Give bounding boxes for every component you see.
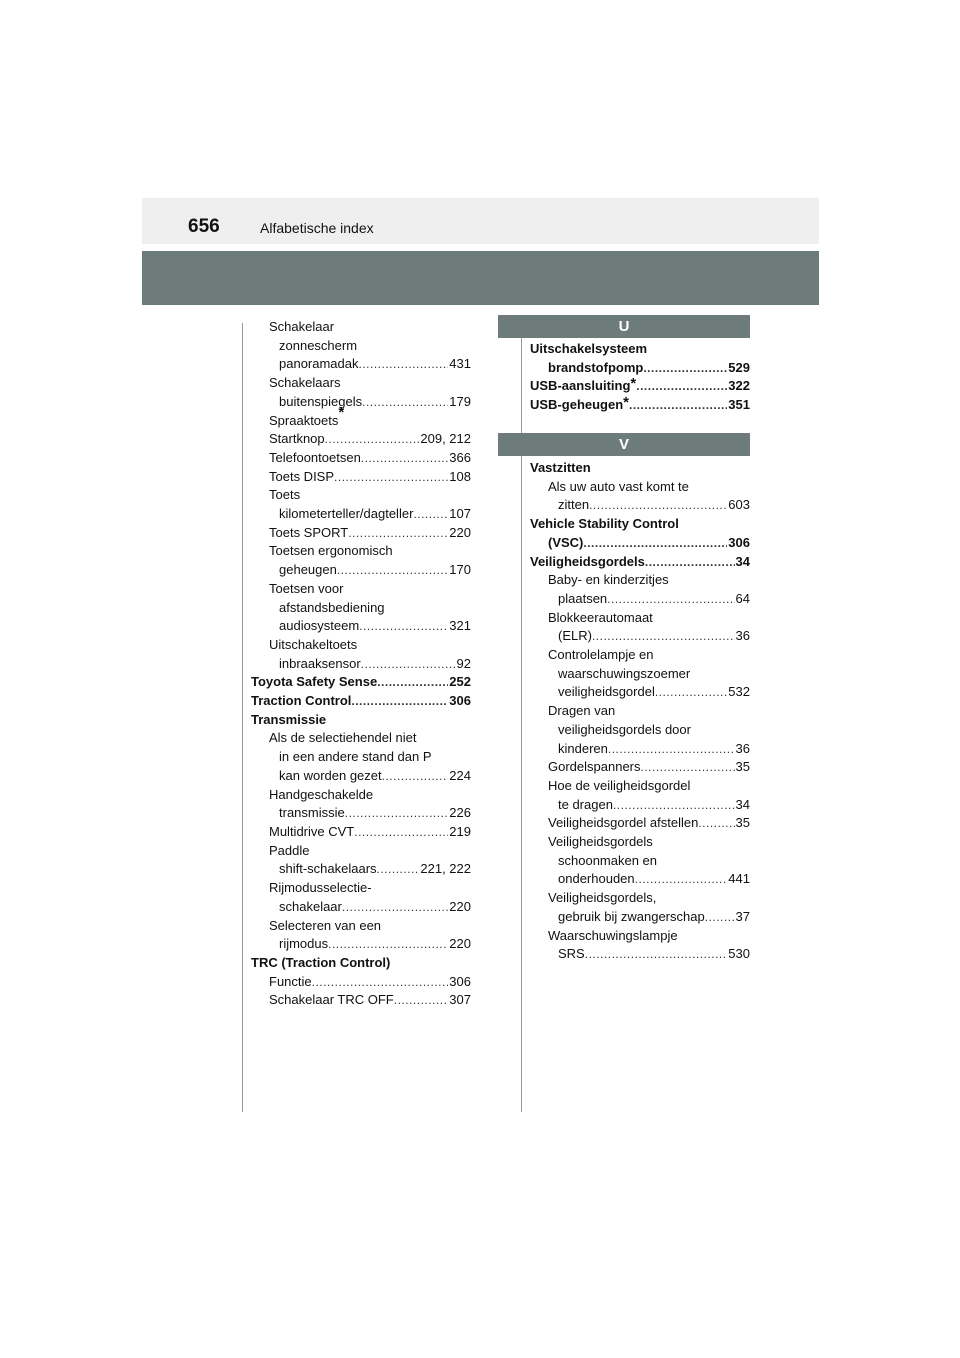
entry-page-number: 36	[735, 740, 750, 756]
index-entry	[251, 542, 471, 561]
index-entry	[251, 430, 471, 449]
dot-leader	[382, 767, 449, 786]
index-entry	[251, 524, 471, 543]
entry-text: veiligheidsgordels door	[558, 721, 691, 737]
entry-text: Startknop	[269, 431, 325, 447]
index-entry	[530, 870, 750, 889]
entry-text: brandstofpomp	[548, 359, 644, 375]
entry-text: Multidrive CVT	[269, 823, 355, 839]
index-entry	[251, 935, 471, 954]
dot-leader	[643, 359, 727, 378]
entry-page-number: 107	[449, 506, 471, 522]
entry-text: (ELR)	[558, 628, 592, 644]
dot-leader	[348, 524, 448, 543]
dot-leader	[613, 796, 735, 815]
entry-text: veiligheidsgordel	[558, 684, 655, 700]
dot-leader	[328, 935, 448, 954]
index-entry	[530, 571, 750, 590]
dot-leader	[608, 740, 735, 759]
letter-header-u: U	[498, 315, 750, 338]
page-header	[142, 198, 819, 244]
entry-text: Toets	[269, 487, 301, 503]
index-entry	[251, 748, 471, 767]
index-entry	[251, 374, 471, 393]
dot-leader	[342, 898, 448, 917]
index-entry	[530, 683, 750, 702]
index-entry	[251, 337, 471, 356]
entry-page-number: 64	[735, 590, 750, 606]
dot-leader	[585, 945, 728, 964]
entry-text: Hoe de veiligheidsgordel	[548, 777, 691, 793]
index-entry	[251, 729, 471, 748]
index-entry	[530, 777, 750, 796]
dot-leader	[351, 692, 448, 711]
entry-page-number: 322	[728, 378, 750, 394]
entry-text: Als de selectiehendel niet	[269, 730, 417, 746]
entry-page-number: 92	[456, 655, 471, 671]
entry-page-number: 306	[449, 973, 471, 989]
entry-text: Traction Control	[251, 693, 352, 709]
index-entry: USB-aansluiting * ..... 322	[530, 377, 750, 396]
dot-leader	[413, 505, 448, 524]
index-entry	[530, 590, 750, 609]
index-entry	[251, 393, 471, 412]
entry-page-number: 351	[728, 397, 750, 413]
entry-text: Schakelaar	[269, 319, 335, 334]
index-entry	[251, 318, 471, 337]
index-entry	[251, 973, 471, 992]
entry-text: Toets SPORT	[269, 524, 349, 540]
entry-text: gebruik bij zwangerschap	[558, 908, 705, 924]
index-entry	[530, 908, 750, 927]
entry-text: Transmissie	[251, 711, 327, 727]
dot-leader	[377, 860, 420, 879]
index-entry	[251, 673, 471, 692]
entry-text: Handgeschakelde	[269, 786, 374, 802]
entry-page-number: 108	[449, 468, 471, 484]
index-entry	[530, 459, 750, 478]
dot-leader	[377, 673, 448, 692]
entry-text: Spraaktoets	[269, 412, 339, 428]
letter-header-v: V	[498, 433, 750, 456]
dot-leader	[592, 627, 735, 646]
index-entry	[530, 478, 750, 497]
index-entry	[530, 889, 750, 908]
index-entry	[530, 665, 750, 684]
entry-page-number: 35	[735, 759, 750, 775]
dot-leader	[635, 870, 728, 889]
index-entry	[251, 599, 471, 618]
index-entry	[530, 796, 750, 815]
dot-leader	[589, 496, 727, 515]
entry-page-number: 34	[735, 796, 750, 812]
index-entry	[251, 991, 471, 1010]
entry-page-number: 307	[449, 992, 471, 1008]
dot-leader	[334, 468, 448, 487]
entry-text: Toetsen ergonomisch	[269, 543, 393, 559]
entry-page-number: 226	[449, 805, 471, 821]
entry-text: in een andere stand dan P	[279, 749, 432, 765]
entry-page-number: 37	[735, 908, 750, 924]
entry-page-number: 219	[449, 823, 471, 839]
index-entry	[251, 786, 471, 805]
index-entry	[530, 945, 750, 964]
entry-text: rijmodus	[279, 936, 329, 952]
section-title: Alfabetische index	[260, 220, 374, 236]
entry-text: audiosysteem	[279, 618, 360, 634]
entry-page-number: 34	[735, 553, 750, 569]
dot-leader	[645, 553, 735, 572]
entry-text: (VSC)	[548, 534, 584, 550]
index-entry	[251, 954, 471, 973]
index-entry	[530, 852, 750, 871]
index-entry	[251, 449, 471, 468]
index-entry	[251, 898, 471, 917]
entry-text: Als uw auto vast komt te	[548, 478, 689, 494]
index-entry	[251, 636, 471, 655]
entry-text: panoramadak	[279, 356, 359, 372]
index-entry	[251, 917, 471, 936]
entry-page-number: 36	[735, 628, 750, 644]
entry-page-number: 321	[449, 618, 471, 634]
index-entry	[251, 879, 471, 898]
entry-text: onderhouden	[558, 871, 635, 887]
entry-text: Paddle	[269, 842, 310, 858]
page-number: 656	[188, 216, 220, 237]
entry-page-number: 179	[449, 393, 471, 409]
dot-leader	[705, 908, 735, 927]
entry-page-number: 170	[449, 562, 471, 578]
dot-leader	[698, 814, 734, 833]
entry-page-number: 530	[728, 946, 750, 962]
dot-leader	[337, 561, 448, 580]
entry-page-number: 35	[735, 815, 750, 831]
entry-text: TRC (Traction Control)	[251, 954, 391, 970]
index-entry	[251, 860, 471, 879]
dot-leader	[359, 617, 448, 636]
entry-text: Vastzitten	[530, 460, 591, 475]
dot-leader	[345, 804, 449, 823]
index-entry	[251, 655, 471, 674]
entry-text: schoonmaken en	[558, 852, 658, 868]
entry-text: Baby- en kinderzitjes	[548, 572, 669, 588]
entry-text: te dragen	[558, 796, 613, 812]
dot-leader	[354, 823, 448, 842]
index-entry	[530, 609, 750, 628]
index-entry	[251, 767, 471, 786]
entry-page-number: 221, 222	[420, 861, 471, 877]
entry-text: Veiligheidsgordel afstellen	[548, 815, 699, 831]
entry-page-number: 220	[449, 898, 471, 914]
entry-page-number: 431	[449, 356, 471, 372]
index-entry	[251, 468, 471, 487]
index-entry	[251, 842, 471, 861]
dot-leader	[361, 449, 449, 468]
index-entry	[530, 627, 750, 646]
index-entry	[530, 758, 750, 777]
entry-page-number: 603	[728, 497, 750, 513]
dot-leader	[636, 377, 727, 396]
entry-text: kan worden gezet	[279, 767, 382, 783]
entry-text: zitten	[558, 497, 590, 513]
index-entry	[530, 721, 750, 740]
entry-text: inbraaksensor	[279, 655, 361, 671]
entry-page-number: 220	[449, 524, 471, 540]
entry-text: Uitschakeltoets	[269, 636, 358, 652]
index-entry	[251, 823, 471, 842]
dot-leader	[361, 655, 456, 674]
entry-text: SRS	[558, 946, 585, 962]
entry-text: Schakelaar TRC OFF	[269, 992, 394, 1008]
dot-leader	[394, 991, 449, 1010]
index-entry: USB-geheugen * ..... 351	[530, 396, 750, 415]
index-entry	[251, 486, 471, 505]
entry-page-number: 306	[449, 693, 471, 709]
index-entry	[530, 553, 750, 572]
dot-leader	[359, 355, 449, 374]
entry-page-number: 366	[449, 449, 471, 465]
entry-text: Waarschuwingslampje	[548, 927, 678, 943]
entry-text: Toets DISP	[269, 468, 335, 484]
entry-text: Selecteren van een	[269, 917, 382, 933]
header-band	[142, 251, 819, 305]
index-entry	[530, 359, 750, 378]
entry-text: waarschuwingszoemer	[558, 665, 691, 681]
entry-text: Rijmodusselectie-	[269, 880, 372, 896]
index-entry	[251, 561, 471, 580]
index-entry	[530, 740, 750, 759]
index-entry	[251, 355, 471, 374]
entry-text: schakelaar	[279, 898, 342, 914]
dot-leader	[312, 973, 449, 992]
entry-text: Blokkeerautomaat	[548, 609, 653, 625]
index-entry	[251, 692, 471, 711]
left-divider	[242, 323, 243, 1112]
dot-leader	[629, 396, 727, 415]
entry-page-number: 306	[728, 534, 750, 550]
index-entry	[530, 833, 750, 852]
dot-leader	[362, 393, 448, 412]
entry-text: afstandsbediening	[279, 599, 385, 615]
index-entry	[530, 702, 750, 721]
index-entry	[530, 814, 750, 833]
index-entry	[251, 617, 471, 636]
dot-leader	[655, 683, 727, 702]
index-entry	[530, 646, 750, 665]
entry-text: Veiligheidsgordels	[530, 553, 645, 569]
entry-text: USB-geheugen	[530, 397, 624, 413]
entry-page-number: 220	[449, 936, 471, 952]
index-entry	[530, 340, 750, 359]
index-entry	[251, 804, 471, 823]
index-entry	[530, 534, 750, 553]
entry-text: Dragen van	[548, 703, 616, 719]
entry-text: Veiligheidsgordels,	[548, 890, 657, 906]
entry-page-number: 529	[728, 359, 750, 375]
entry-text: Toetsen voor	[269, 580, 344, 596]
entry-page-number: 252	[449, 674, 471, 690]
index-entry	[530, 515, 750, 534]
entry-text: USB-aansluiting	[530, 378, 631, 394]
entry-text: zonnescherm	[279, 337, 358, 353]
index-entry	[251, 404, 471, 431]
footnote-star-icon: *	[338, 404, 345, 422]
index-entry	[530, 927, 750, 946]
entry-text: shift-schakelaars	[279, 861, 377, 877]
dot-leader	[641, 758, 735, 777]
entry-text: kinderen	[558, 740, 608, 756]
entry-page-number: 441	[728, 871, 750, 887]
entry-text: Telefoontoetsen	[269, 449, 361, 465]
entry-text: Uitschakelsysteem	[530, 341, 648, 356]
entry-text: Veiligheidsgordels	[548, 834, 653, 850]
dot-leader	[325, 430, 420, 449]
entry-text: Functie	[269, 973, 312, 989]
index-entry	[251, 711, 471, 730]
index-entry	[251, 505, 471, 524]
dot-leader	[607, 590, 734, 609]
entry-page-number: 224	[449, 767, 471, 783]
index-entry	[530, 496, 750, 515]
entry-text: Gordelspanners	[548, 759, 641, 775]
index-section-v	[530, 459, 750, 964]
dot-leader	[583, 534, 727, 553]
entry-page-number: 209, 212	[420, 431, 471, 447]
entry-text: Vehicle Stability Control	[530, 516, 679, 532]
entry-page-number: 532	[728, 684, 750, 700]
index-entry	[251, 580, 471, 599]
entry-text: buitenspiegels	[279, 393, 363, 409]
index-section-u	[530, 340, 750, 415]
entry-text: transmissie	[279, 805, 345, 821]
entry-text: Controlelampje en	[548, 647, 654, 663]
entry-text: plaatsen	[558, 590, 608, 606]
entry-text: Schakelaars	[269, 375, 341, 391]
entry-text: kilometerteller/dagteller	[279, 506, 414, 522]
index-column-left	[251, 318, 471, 1010]
entry-text: geheugen	[279, 562, 337, 578]
entry-text: Toyota Safety Sense	[251, 674, 378, 690]
